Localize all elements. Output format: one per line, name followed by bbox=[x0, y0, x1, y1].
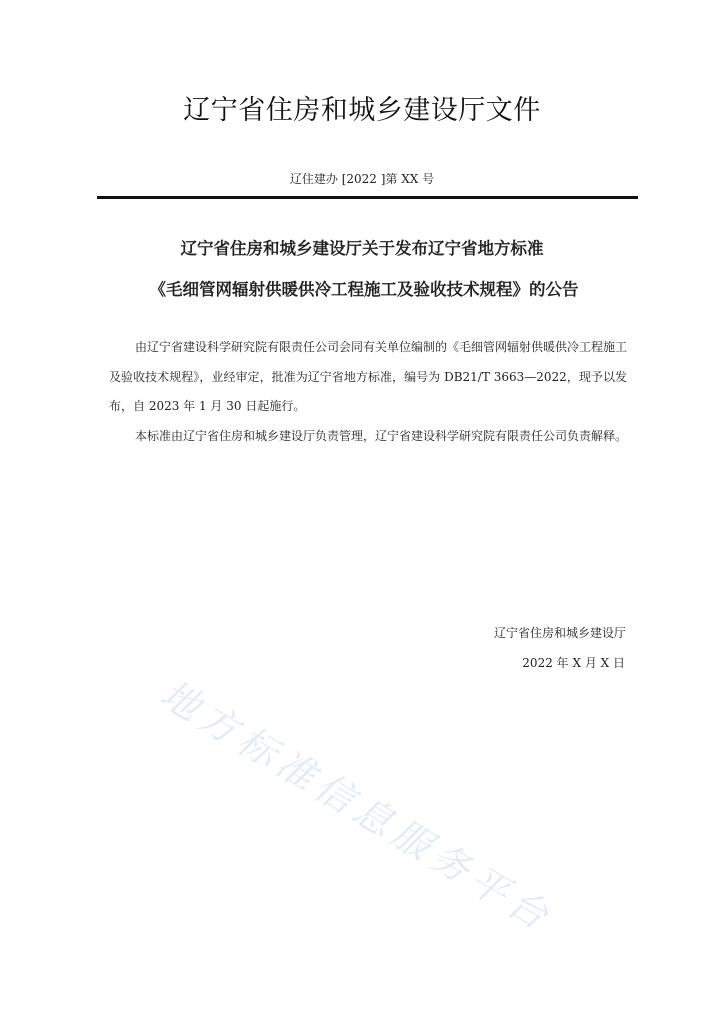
notice-title-line1: 辽宁省住房和城乡建设厅关于发布辽宁省地方标准 bbox=[180, 239, 544, 258]
document-number: 辽住建办 [2022 ]第 XX 号 bbox=[289, 172, 435, 186]
signature-organization: 辽宁省住房和城乡建设厅 bbox=[493, 626, 626, 640]
document-header-title: 辽宁省住房和城乡建设厅文件 bbox=[183, 95, 541, 126]
body-paragraph-2: 本标准由辽宁省住房和城乡建设厅负责管理，辽宁省建设科学研究院有限责任公司负责解释。 bbox=[135, 428, 628, 443]
notice-title-line2: 《毛细管网辐射供暖供冷工程施工及验收技术规程》的公告 bbox=[149, 280, 579, 299]
watermark-text: 地方标准信息服务平台 bbox=[152, 671, 562, 942]
signature-date: 2022 年 X 月 X 日 bbox=[522, 656, 625, 670]
body-paragraph-1: 由辽宁省建设科学研究院有限责任公司会同有关单位编制的《毛细管网辐射供暖供冷工程施工及验收技术规程》，业经审定，批准为辽宁省地方标准，编号为 DB21/T 3663—2022，现予以发布，自 2023 年 1 月 30 日起施行。 bbox=[109, 340, 628, 413]
notice-body bbox=[109, 333, 627, 451]
header-divider bbox=[97, 196, 638, 199]
